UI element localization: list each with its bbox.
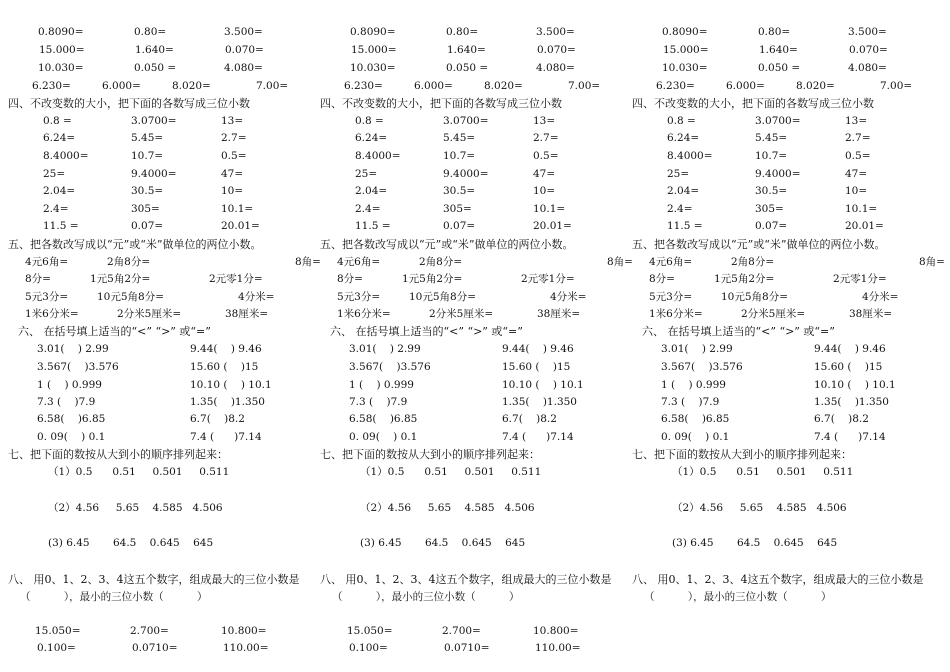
three-decimal-item: 6.24= [43, 132, 76, 144]
unit-conversion-item: 10元5角8分= [721, 291, 789, 303]
conversion-item: 0.050 = [758, 62, 801, 74]
conversion-item: 6.000= [414, 80, 453, 92]
conversion-item: 6.230= [656, 80, 695, 92]
comparison-item: 1 ( ) 0.999 [349, 379, 414, 391]
comparison-item: 7.4 ( )7.14 [190, 431, 262, 443]
unit-conversion-item: 2元零1分= [209, 273, 263, 285]
conversion-item: 6.000= [102, 80, 141, 92]
comparison-item: 6.7( )8.2 [190, 413, 245, 425]
unit-conversion-item: 10元5角8分= [97, 291, 165, 303]
section-5-heading: 五、把各数改写成以“元”或“米”做单位的两位小数。 [632, 238, 886, 251]
comparison-item: 0. 09( ) 0.1 [349, 431, 418, 443]
section-8-question: 八、 用0、1、2、3、4这五个数字，组成最大的三位小数是 [320, 573, 612, 586]
section-7-heading: 七、把下面的数按从大到小的顺序排列起来： [8, 448, 228, 461]
ordering-item: （1）0.5 0.51 0.501 0.511 [48, 466, 230, 478]
three-decimal-item: 0.8 = [667, 115, 696, 127]
ordering-item: （2）4.56 5.65 4.585 4.506 [672, 502, 847, 514]
unit-conversion-item: 2元零1分= [833, 273, 887, 285]
unit-conversion-item: 1元5角2分= [714, 273, 775, 285]
section-5-heading: 五、把各数改写成以“元”或“米”做单位的两位小数。 [320, 238, 574, 251]
three-decimal-item: 0.5= [533, 150, 559, 162]
three-decimal-item: 0.07= [131, 220, 164, 232]
unit-conversion-item: 5元3分= [25, 291, 69, 303]
conversion-item: 4.080= [224, 62, 263, 74]
conversion-item: 6.230= [32, 80, 71, 92]
unit-conversion-item: 8分= [649, 273, 675, 285]
unit-conversion-item: 2角8分= [731, 256, 775, 268]
three-decimal-item: 2.04= [355, 185, 388, 197]
three-decimal-item: 11.5 = [43, 220, 79, 232]
conversion-item: 0.070= [225, 44, 264, 56]
conversion-item: 0.80= [134, 26, 167, 38]
three-decimal-item: 9.4000= [443, 168, 489, 180]
three-decimal-item: 20.01= [221, 220, 260, 232]
conversion-item: 0.070= [849, 44, 888, 56]
comparison-item: 3.567( )3.576 [349, 361, 431, 373]
three-decimal-item: 25= [667, 168, 690, 180]
comparison-item: 3.567( )3.576 [661, 361, 743, 373]
three-decimal-item: 2.7= [845, 132, 871, 144]
three-decimal-item: 25= [355, 168, 378, 180]
conversion-item: 0.8090= [38, 26, 84, 38]
ordering-item: (3) 6.45 64.5 0.645 645 [48, 537, 214, 549]
section-8-question: 八、 用0、1、2、3、4这五个数字，组成最大的三位小数是 [8, 573, 300, 586]
three-decimal-item: 20.01= [533, 220, 572, 232]
unit-conversion-item: 8角= [295, 256, 321, 268]
comparison-item: 15.60 ( )15 [814, 361, 883, 373]
three-decimal-item: 10= [845, 185, 868, 197]
conversion-item: 3.500= [224, 26, 263, 38]
comparison-item: 7.4 ( )7.14 [814, 431, 886, 443]
conversion-item: 10.800= [533, 625, 579, 637]
three-decimal-item: 2.4= [667, 203, 693, 215]
unit-conversion-item: 2角8分= [107, 256, 151, 268]
three-decimal-item: 11.5 = [667, 220, 703, 232]
section-8-answer-line: （ ），最小的三位小数（ ） [644, 591, 832, 603]
comparison-item: 6.7( )8.2 [502, 413, 557, 425]
unit-conversion-item: 8角= [919, 256, 945, 268]
conversion-item: 0.80= [758, 26, 791, 38]
section-7-heading: 七、把下面的数按从大到小的顺序排列起来： [632, 448, 852, 461]
three-decimal-item: 3.0700= [755, 115, 801, 127]
comparison-item: 1.35( )1.350 [814, 396, 889, 408]
three-decimal-item: 30.5= [755, 185, 788, 197]
comparison-item: 3.01( ) 2.99 [37, 343, 109, 355]
comparison-item: 7.3 ( )7.9 [37, 396, 96, 408]
section-4-heading: 四、不改变数的大小，把下面的各数写成三位小数 [8, 97, 250, 110]
three-decimal-item: 10.7= [443, 150, 476, 162]
conversion-item: 0.070= [537, 44, 576, 56]
conversion-item: 2.700= [130, 625, 169, 637]
conversion-item: 0.0710= [444, 642, 490, 654]
section-5-heading: 五、把各数改写成以“元”或“米”做单位的两位小数。 [8, 238, 262, 251]
three-decimal-item: 9.4000= [131, 168, 177, 180]
conversion-item: 1.640= [759, 44, 798, 56]
section-8-question: 八、 用0、1、2、3、4这五个数字，组成最大的三位小数是 [632, 573, 924, 586]
unit-conversion-item: 4分米= [238, 291, 275, 303]
conversion-item: 6.000= [726, 80, 765, 92]
comparison-item: 7.3 ( )7.9 [349, 396, 408, 408]
unit-conversion-item: 5元3分= [337, 291, 381, 303]
section-8-answer-line: （ ），最小的三位小数（ ） [332, 591, 520, 603]
comparison-item: 3.567( )3.576 [37, 361, 119, 373]
unit-conversion-item: 38厘米= [849, 308, 893, 320]
conversion-item: 15.000= [663, 44, 709, 56]
three-decimal-item: 5.45= [755, 132, 788, 144]
conversion-item: 10.030= [38, 62, 84, 74]
three-decimal-item: 3.0700= [131, 115, 177, 127]
three-decimal-item: 2.4= [43, 203, 69, 215]
conversion-item: 4.080= [848, 62, 887, 74]
conversion-item: 1.640= [447, 44, 486, 56]
unit-conversion-item: 8分= [337, 273, 363, 285]
conversion-item: 7.00= [880, 80, 913, 92]
conversion-item: 2.700= [442, 625, 481, 637]
conversion-item: 0.8090= [350, 26, 396, 38]
section-6-heading: 六、 在括号填上适当的“<” “>” 或“=” [330, 325, 523, 338]
conversion-item: 6.230= [344, 80, 383, 92]
unit-conversion-item: 38厘米= [225, 308, 269, 320]
conversion-item: 8.020= [796, 80, 835, 92]
conversion-item: 0.100= [349, 642, 388, 654]
three-decimal-item: 2.4= [355, 203, 381, 215]
conversion-item: 0.050 = [134, 62, 177, 74]
section-6-heading: 六、 在括号填上适当的“<” “>” 或“=” [642, 325, 835, 338]
three-decimal-item: 0.8 = [355, 115, 384, 127]
three-decimal-item: 30.5= [443, 185, 476, 197]
three-decimal-item: 10.7= [755, 150, 788, 162]
three-decimal-item: 305= [755, 203, 784, 215]
three-decimal-item: 0.07= [443, 220, 476, 232]
unit-conversion-item: 5元3分= [649, 291, 693, 303]
section-6-heading: 六、 在括号填上适当的“<” “>” 或“=” [18, 325, 211, 338]
unit-conversion-item: 2分米5厘米= [429, 308, 494, 320]
section-8-answer-line: （ ），最小的三位小数（ ） [20, 591, 208, 603]
conversion-item: 7.00= [568, 80, 601, 92]
ordering-item: (3) 6.45 64.5 0.645 645 [360, 537, 526, 549]
ordering-item: (3) 6.45 64.5 0.645 645 [672, 537, 838, 549]
three-decimal-item: 10.1= [845, 203, 878, 215]
three-decimal-item: 0.8 = [43, 115, 72, 127]
conversion-item: 10.800= [221, 625, 267, 637]
section-7-heading: 七、把下面的数按从大到小的顺序排列起来： [320, 448, 540, 461]
three-decimal-item: 10= [221, 185, 244, 197]
comparison-item: 15.60 ( )15 [190, 361, 259, 373]
comparison-item: 7.3 ( )7.9 [661, 396, 720, 408]
unit-conversion-item: 4元6角= [25, 256, 69, 268]
three-decimal-item: 10= [533, 185, 556, 197]
three-decimal-item: 8.4000= [667, 150, 713, 162]
three-decimal-item: 2.04= [667, 185, 700, 197]
unit-conversion-item: 10元5角8分= [409, 291, 477, 303]
unit-conversion-item: 4分米= [550, 291, 587, 303]
three-decimal-item: 47= [533, 168, 556, 180]
three-decimal-item: 0.07= [755, 220, 788, 232]
comparison-item: 7.4 ( )7.14 [502, 431, 574, 443]
comparison-item: 10.10 ( ) 10.1 [502, 379, 584, 391]
three-decimal-item: 13= [533, 115, 556, 127]
comparison-item: 6.58( )6.85 [661, 413, 730, 425]
three-decimal-item: 8.4000= [355, 150, 401, 162]
conversion-item: 1.640= [135, 44, 174, 56]
three-decimal-item: 8.4000= [43, 150, 89, 162]
conversion-item: 0.050 = [446, 62, 489, 74]
unit-conversion-item: 2元零1分= [521, 273, 575, 285]
comparison-item: 1.35( )1.350 [502, 396, 577, 408]
three-decimal-item: 3.0700= [443, 115, 489, 127]
comparison-item: 0. 09( ) 0.1 [661, 431, 730, 443]
unit-conversion-item: 4元6角= [337, 256, 381, 268]
three-decimal-item: 0.5= [845, 150, 871, 162]
unit-conversion-item: 1米6分米= [649, 308, 703, 320]
conversion-item: 15.050= [35, 625, 81, 637]
comparison-item: 9.44( ) 9.46 [190, 343, 262, 355]
three-decimal-item: 10.1= [221, 203, 254, 215]
three-decimal-item: 5.45= [443, 132, 476, 144]
unit-conversion-item: 8角= [607, 256, 633, 268]
three-decimal-item: 2.7= [533, 132, 559, 144]
unit-conversion-item: 1元5角2分= [90, 273, 151, 285]
unit-conversion-item: 4元6角= [649, 256, 693, 268]
conversion-item: 0.8090= [662, 26, 708, 38]
conversion-item: 3.500= [848, 26, 887, 38]
unit-conversion-item: 1米6分米= [25, 308, 79, 320]
comparison-item: 6.58( )6.85 [349, 413, 418, 425]
three-decimal-item: 11.5 = [355, 220, 391, 232]
conversion-item: 7.00= [256, 80, 289, 92]
comparison-item: 9.44( ) 9.46 [814, 343, 886, 355]
section-4-heading: 四、不改变数的大小，把下面的各数写成三位小数 [632, 97, 874, 110]
comparison-item: 9.44( ) 9.46 [502, 343, 574, 355]
three-decimal-item: 47= [845, 168, 868, 180]
conversion-item: 15.050= [347, 625, 393, 637]
three-decimal-item: 2.04= [43, 185, 76, 197]
unit-conversion-item: 4分米= [862, 291, 899, 303]
conversion-item: 15.000= [39, 44, 85, 56]
comparison-item: 1 ( ) 0.999 [661, 379, 726, 391]
conversion-item: 8.020= [172, 80, 211, 92]
ordering-item: （1）0.5 0.51 0.501 0.511 [360, 466, 542, 478]
conversion-item: 15.000= [351, 44, 397, 56]
ordering-item: （2）4.56 5.65 4.585 4.506 [360, 502, 535, 514]
conversion-item: 10.030= [662, 62, 708, 74]
three-decimal-item: 20.01= [845, 220, 884, 232]
three-decimal-item: 9.4000= [755, 168, 801, 180]
conversion-item: 3.500= [536, 26, 575, 38]
three-decimal-item: 305= [131, 203, 160, 215]
unit-conversion-item: 8分= [25, 273, 51, 285]
three-decimal-item: 2.7= [221, 132, 247, 144]
three-decimal-item: 0.5= [221, 150, 247, 162]
comparison-item: 3.01( ) 2.99 [661, 343, 733, 355]
three-decimal-item: 10.7= [131, 150, 164, 162]
comparison-item: 1 ( ) 0.999 [37, 379, 102, 391]
three-decimal-item: 30.5= [131, 185, 164, 197]
ordering-item: （2）4.56 5.65 4.585 4.506 [48, 502, 223, 514]
unit-conversion-item: 1元5角2分= [402, 273, 463, 285]
conversion-item: 110.00= [223, 642, 269, 654]
section-4-heading: 四、不改变数的大小，把下面的各数写成三位小数 [320, 97, 562, 110]
unit-conversion-item: 38厘米= [537, 308, 581, 320]
conversion-item: 8.020= [484, 80, 523, 92]
three-decimal-item: 305= [443, 203, 472, 215]
comparison-item: 3.01( ) 2.99 [349, 343, 421, 355]
unit-conversion-item: 2分米5厘米= [741, 308, 806, 320]
comparison-item: 6.58( )6.85 [37, 413, 106, 425]
worksheet-column-2 [320, 0, 636, 672]
conversion-item: 4.080= [536, 62, 575, 74]
three-decimal-item: 10.1= [533, 203, 566, 215]
comparison-item: 10.10 ( ) 10.1 [190, 379, 272, 391]
worksheet-column-1 [8, 0, 324, 672]
ordering-item: （1）0.5 0.51 0.501 0.511 [672, 466, 854, 478]
conversion-item: 0.100= [37, 642, 76, 654]
conversion-item: 0.80= [446, 26, 479, 38]
comparison-item: 15.60 ( )15 [502, 361, 571, 373]
conversion-item: 110.00= [535, 642, 581, 654]
unit-conversion-item: 1米6分米= [337, 308, 391, 320]
three-decimal-item: 13= [845, 115, 868, 127]
three-decimal-item: 5.45= [131, 132, 164, 144]
conversion-item: 10.030= [350, 62, 396, 74]
three-decimal-item: 47= [221, 168, 244, 180]
comparison-item: 10.10 ( ) 10.1 [814, 379, 896, 391]
comparison-item: 6.7( )8.2 [814, 413, 869, 425]
comparison-item: 0. 09( ) 0.1 [37, 431, 106, 443]
three-decimal-item: 25= [43, 168, 66, 180]
three-decimal-item: 13= [221, 115, 244, 127]
conversion-item: 0.0710= [132, 642, 178, 654]
three-decimal-item: 6.24= [667, 132, 700, 144]
worksheet-column-3 [632, 0, 948, 672]
comparison-item: 1.35( )1.350 [190, 396, 265, 408]
unit-conversion-item: 2分米5厘米= [117, 308, 182, 320]
unit-conversion-item: 2角8分= [419, 256, 463, 268]
three-decimal-item: 6.24= [355, 132, 388, 144]
